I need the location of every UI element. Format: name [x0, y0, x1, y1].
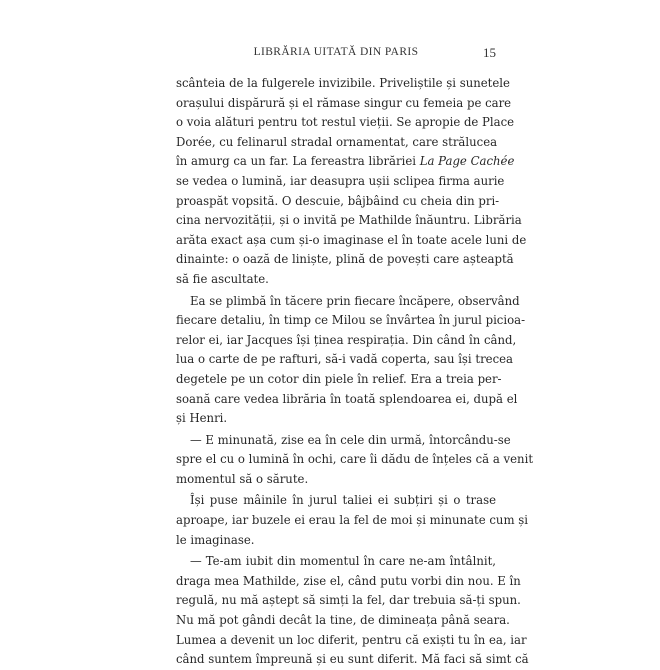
text-line: se vedea o lumină, iar deasupra ușii sclipea firma aurie — [176, 173, 505, 188]
text-line: Își puse mâinile în jurul taliei ei subțiri și o trase — [190, 493, 496, 508]
text-line: — E minunată, zise ea în cele din urmă, întorcându-se — [190, 432, 511, 447]
text-line: lua o carte de pe rafturi, să-i vadă coperta, sau își trecea — [176, 352, 514, 367]
paragraph — [176, 491, 528, 550]
paragraph — [176, 74, 527, 290]
text-line: relor ei, iar Jacques își ținea respirația. Din când în când, — [176, 332, 517, 347]
text-line: regulă, nu mă aștept să simți la fel, dar trebuia să-ți spun. — [176, 593, 521, 608]
running-title: LIBRĂRIA UITATĂ DIN PARIS — [253, 46, 419, 58]
text-line: și Henri. — [176, 411, 228, 426]
running-head — [176, 46, 496, 66]
text-line: Dorée, cu felinarul stradal ornamentat, care strălucea — [176, 134, 498, 149]
text-line: arăta exact așa cum și-o imaginase el în toate acele luni de — [176, 232, 527, 247]
text-line: degetele pe un cotor din piele în relief. Era a treia per- — [176, 371, 502, 386]
text-line: orașului dispărură și el rămase singur cu femeia pe care — [176, 95, 512, 110]
text-line: aproape, iar buzele ei erau la fel de moi și minunate cum și — [176, 513, 528, 528]
text-line: draga mea Mathilde, zise el, când putu vorbi din nou. E în — [176, 573, 521, 588]
body-text — [176, 74, 534, 670]
text-line: soană care vedea librăria în toată splendoarea ei, după el — [176, 391, 518, 406]
text-line: să fie ascultate. — [176, 271, 269, 286]
text-line: scânteia de la fulgerele invizibile. Priveliștile și sunetele — [176, 76, 510, 90]
text-line: dinainte: o oază de liniște, plină de povești care așteaptă — [176, 252, 514, 267]
paragraph — [176, 552, 529, 670]
paragraph — [176, 431, 534, 490]
text-line: cina nervozității, și o invită pe Mathilde înăuntru. Librăria — [176, 213, 522, 228]
text-line: spre el cu o lumină în ochi, care îi dădu de înțeles că a venit — [176, 452, 534, 467]
page-number: 15 — [483, 45, 496, 60]
text-line: momentul să o sărute. — [176, 471, 309, 486]
text-line: — Te-am iubit din momentul în care ne-am întâlnit, — [190, 554, 496, 569]
text-line: Ea se plimbă în tăcere prin fiecare încăpere, observând — [190, 293, 520, 308]
text-line: fiecare detaliu, în timp ce Milou se învârtea în jurul picioa- — [176, 313, 526, 328]
text-line: o voia alături pentru tot restul vieții. Se apropie de Place — [176, 115, 515, 130]
text-line: în amurg ca un far. La fereastra librăriei La Page Cachée — [176, 154, 515, 169]
text-line: proaspăt vopsită. O descuie, bâjbâind cu cheia din pri- — [176, 193, 500, 208]
text-line: le imaginase. — [176, 532, 255, 547]
text-line: când suntem împreună și eu sunt diferit. Mă faci să simt că — [176, 652, 529, 667]
italic-title: La Page Cachée — [419, 154, 515, 169]
text-line: Lumea a devenit un loc diferit, pentru că exiști tu în ea, iar — [176, 632, 527, 647]
text-line: Nu mă pot gândi decât la tine, de dimineața până seara. — [176, 613, 510, 628]
paragraph — [176, 292, 526, 429]
